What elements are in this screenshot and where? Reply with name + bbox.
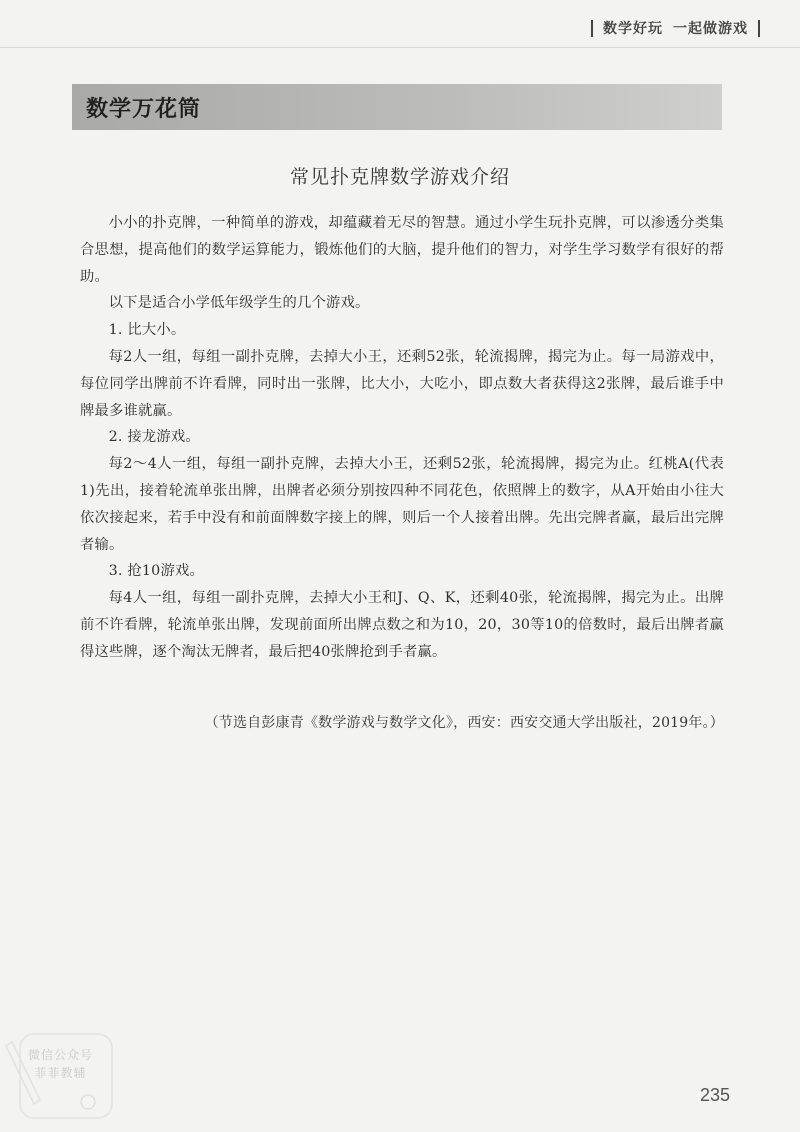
- watermark-magnifier-icon: [81, 1095, 95, 1109]
- game-3-rules: 每4人一组，每组一副扑克牌，去掉大小王和J、Q、K，还剩40张，轮流揭牌，揭完为止。出牌前不许看牌，轮流单张出牌，发现前面所出牌点数之和为10，20，30等10的倍数时，最后出牌者赢得这些牌，逐个淘汰无牌者，最后把40张牌抢到手者赢。: [80, 590, 724, 660]
- section-banner-title: 数学万花筒: [86, 97, 202, 122]
- game-1-heading: 1. 比大小。: [108, 322, 186, 339]
- running-head-section: 数学好玩: [603, 21, 663, 37]
- running-head-bar-right: [758, 20, 760, 37]
- article-title: 常见扑克牌数学游戏介绍: [289, 166, 510, 188]
- running-head-subsection: 一起做游戏: [673, 21, 748, 37]
- game-2-rules: 每2～4人一组，每组一副扑克牌，去掉大小王，还剩52张，轮流揭牌，揭完为止。红桃A(代表1)先出，接着轮流单张出牌，出牌者必须分别按四种不同花色，依照牌上的数字，从A开始由小往大依次接起来，若手中没有和前面牌数字接上的牌，则后一个人接着出牌。先出完牌者赢，最后出完牌者输。: [80, 456, 724, 553]
- article-body: [80, 210, 724, 666]
- running-head: [591, 18, 760, 38]
- source-citation: （节选自彭康青《数学游戏与数学文化》，西安：西安交通大学出版社，2019年。）: [204, 715, 724, 731]
- page-number: 235: [700, 1085, 731, 1105]
- paragraph-list-intro: 以下是适合小学低年级学生的几个游戏。: [108, 295, 370, 312]
- game-3-heading: 3. 抢10游戏。: [108, 563, 204, 580]
- header-rule: [0, 47, 800, 48]
- game-2-heading: 2. 接龙游戏。: [108, 429, 200, 446]
- watermark-text: [28, 1046, 93, 1082]
- watermark-line-2: 菲菲教辅: [34, 1066, 87, 1080]
- paragraph-intro: 小小的扑克牌，一种简单的游戏，却蕴藏着无尽的智慧。通过小学生玩扑克牌，可以渗透分类集合思想，提高他们的数学运算能力，锻炼他们的大脑，提升他们的智力，对学生学习数学有很好的帮助。: [80, 215, 724, 285]
- running-head-bar-left: [591, 20, 593, 37]
- game-1-rules: 每2人一组，每组一副扑克牌，去掉大小王，还剩52张，轮流揭牌，揭完为止。每一局游戏中，每位同学出牌前不许看牌，同时出一张牌，比大小，大吃小，即点数大者获得这2张牌，最后谁手中牌最多谁就赢。: [80, 348, 724, 419]
- watermark-line-1: 微信公众号: [28, 1048, 94, 1062]
